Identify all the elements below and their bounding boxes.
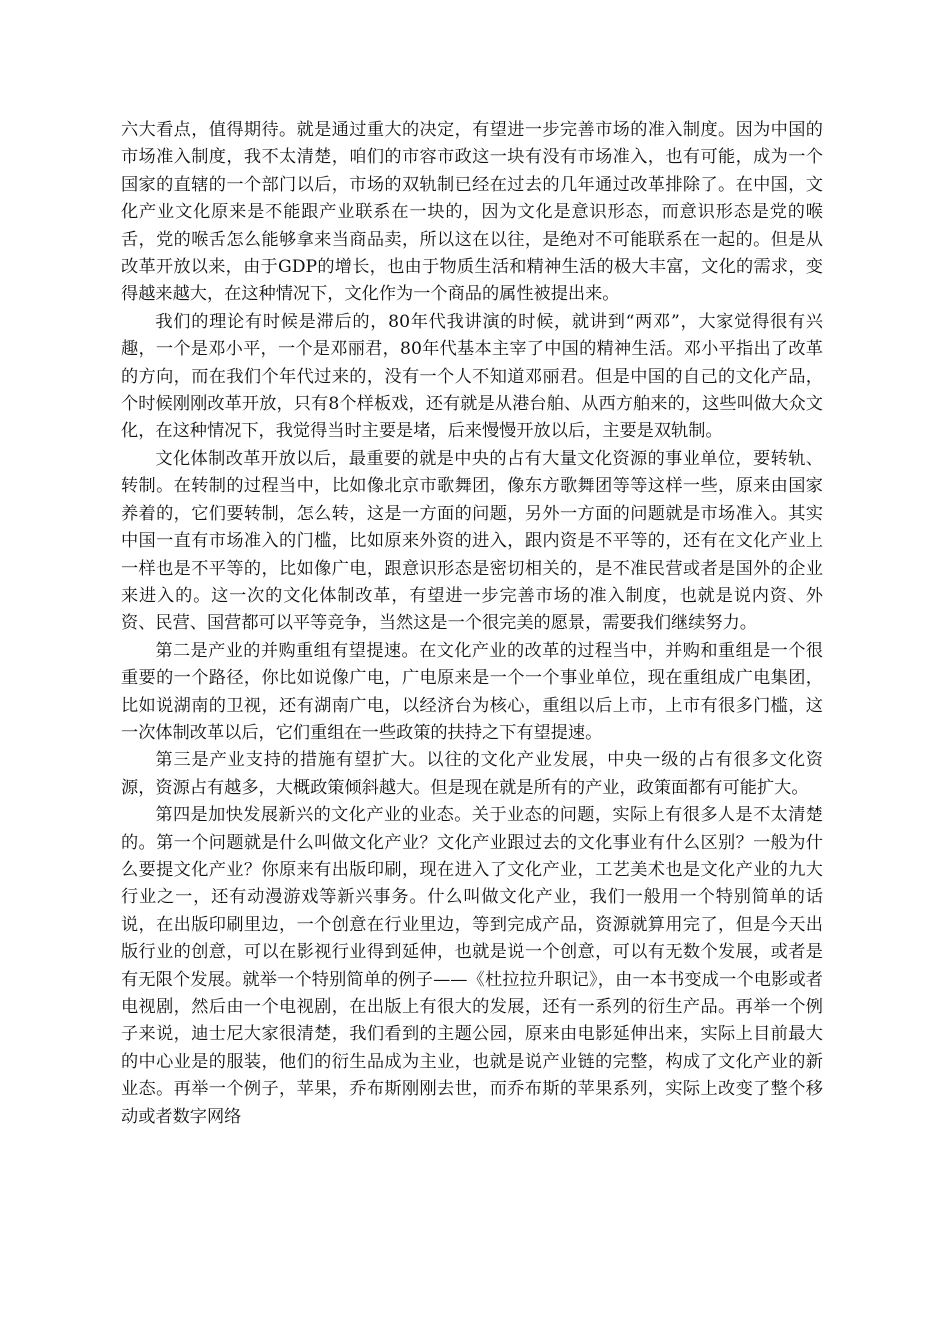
paragraph-3: 文化体制改革开放以后，最重要的就是中央的占有大量文化资源的事业单位，要转轨、转制。在转制的过程当中，比如像北京市歌舞团，像东方歌舞团等等这样一些，原来由国家养着的，它们要转制，怎么转，这是一方面的问题，另外一方面的问题就是市场准入。其实中国一直有市场准入的门槛，比如原来外资的进入，跟内资是不平等的，还有在文化产业上一样也是不平等的，比如像广电，跟意识形态是密切相关的，是不准民营或者是国外的企业来进入的。这一次的文化体制改革，有望进一步完善市场的准入制度，也就是说内资、外资、民营、国营都可以平等竞争，当然这是一个很完美的愿景，需要我们继续努力。 [121, 448, 823, 634]
paragraph-6: 第四是加快发展新兴的文化产业的业态。关于业态的问题，实际上有很多人是不太清楚的。第一个问题就是什么叫做文化产业？文化产业跟过去的文化事业有什么区别？一般为什么要提文化产业？你原来有出版印刷，现在进入了文化产业，工艺美术也是文化产业的九大行业之一，还有动漫游戏等新兴事务。什么叫做文化产业，我们一般用一个特别简单的话说，在出版印刷里边，一个创意在行业里边，等到完成产品，资源就算用完了，但是今天出版行业的创意，可以在影视行业得到延伸，也就是说一个创意，可以有无数个发展，或者是有无限个发展。就举一个特别简单的例子——《杜拉拉升职记》，由一本书变成一个电影或者电视剧，然后由一个电视剧，在出版上有很大的发展，还有一系列的衍生产品。再举一个例子来说，迪士尼大家很清楚，我们看到的主题公园，原来由电影延伸出来，实际上目前最大的中心业是的服装，他们的衍生品成为主业，也就是说产业链的完整，构成了文化产业的新业态。再举一个例子，苹果，乔布斯刚刚去世，而乔布斯的苹果系列，实际上改变了整个移动或者数字网络 [121, 805, 823, 1127]
document-page [121, 117, 823, 1131]
paragraph-5: 第三是产业支持的措施有望扩大。以往的文化产业发展，中央一级的占有很多文化资源，资源占有越多，大概政策倾斜越大。但是现在就是所有的产业，政策面都有可能扩大。 [121, 750, 823, 798]
paragraph-2: 我们的理论有时候是滞后的，80年代我讲演的时候，就讲到“两邓”，大家觉得很有兴趣，一个是邓小平，一个是邓丽君，80年代基本主宰了中国的精神生活。邓小平指出了改革的方向，而在我们个年代过来的，没有一个人不知道邓丽君。但是中国的自己的文化产品，个时候刚刚改革开放，只有8个样板戏，还有就是从港台舶、从西方舶来的，这些叫做大众文化，在这种情况下，我觉得当时主要是堵，后来慢慢开放以后，主要是双轨制。 [121, 311, 823, 442]
paragraph-4: 第二是产业的并购重组有望提速。在文化产业的改革的过程当中，并购和重组是一个很重要的一个路径，你比如说像广电，广电原来是一个一个事业单位，现在重组成广电集团，比如说湖南的卫视，还有湖南广电，以经济台为核心，重组以后上市，上市有很多门槛，这一次体制改革以后，它们重组在一些政策的扶持之下有望提速。 [121, 640, 823, 743]
paragraph-1: 六大看点，值得期待。就是通过重大的决定，有望进一步完善市场的准入制度。因为中国的市场准入制度，我不太清楚，咱们的市容市政这一块有没有市场准入，也有可能，成为一个国家的直辖的一个部门以后，市场的双轨制已经在过去的几年通过改革排除了。在中国，文化产业文化原来是不能跟产业联系在一块的，因为文化是意识形态，而意识形态是党的喉舌，党的喉舌怎么能够拿来当商品卖，所以这在以往，是绝对不可能联系在一起的。但是从改革开放以来，由于GDP的增长，也由于物质生活和精神生活的极大丰富，文化的需求，变得越来越大，在这种情况下，文化作为一个商品的属性被提出来。 [121, 120, 823, 305]
